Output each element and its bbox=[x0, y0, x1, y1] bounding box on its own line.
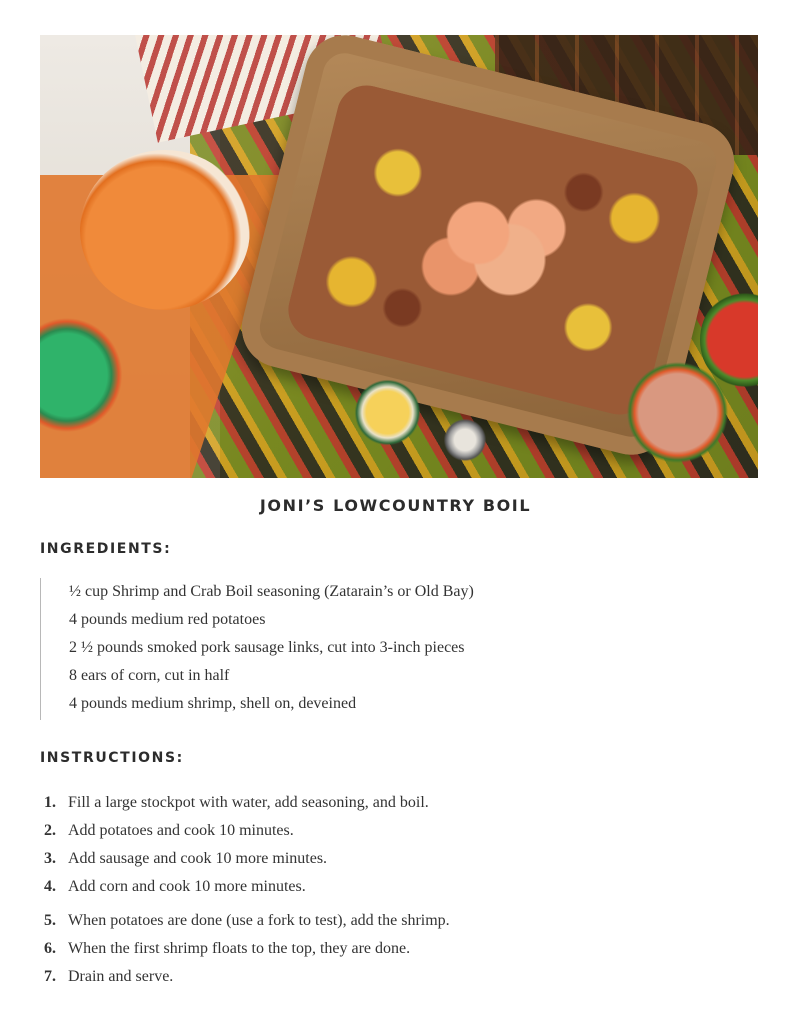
instructions-list bbox=[40, 789, 720, 991]
step-text: When the first shrimp floats to the top, they are done. bbox=[68, 940, 411, 957]
step-text: Add potatoes and cook 10 minutes. bbox=[68, 822, 294, 839]
instruction-step bbox=[40, 907, 720, 935]
step-text: Drain and serve. bbox=[68, 968, 174, 985]
instruction-step bbox=[40, 845, 720, 873]
ingredients-heading: INGREDIENTS: bbox=[40, 541, 172, 557]
step-number: 3. bbox=[44, 850, 56, 867]
instruction-step bbox=[40, 963, 720, 991]
step-number: 1. bbox=[44, 794, 56, 811]
recipe-title: JONI’S LOWCOUNTRY BOIL bbox=[259, 496, 532, 515]
lemon-bowl bbox=[350, 375, 425, 450]
instructions-heading: INSTRUCTIONS: bbox=[40, 750, 184, 766]
ingredient-item: 8 ears of corn, cut in half bbox=[69, 667, 230, 684]
ingredients-list bbox=[40, 578, 719, 720]
ingredient-item: 4 pounds medium shrimp, shell on, deveined bbox=[69, 695, 357, 712]
recipe-photo bbox=[40, 35, 758, 478]
ingredient-item: ½ cup Shrimp and Crab Boil seasoning (Zatarain’s or Old Bay) bbox=[69, 583, 474, 600]
pink-sauce-bowl bbox=[625, 360, 730, 465]
orange-bowl bbox=[80, 150, 250, 310]
ingredient-item: 2 ½ pounds smoked pork sausage links, cut into 3-inch pieces bbox=[69, 639, 465, 656]
instruction-step bbox=[40, 873, 720, 901]
step-number: 6. bbox=[44, 940, 56, 957]
instruction-step bbox=[40, 789, 720, 817]
step-number: 4. bbox=[44, 878, 56, 895]
step-number: 5. bbox=[44, 912, 56, 929]
instruction-step bbox=[40, 935, 720, 963]
step-text: Add corn and cook 10 more minutes. bbox=[68, 878, 306, 895]
step-text: Fill a large stockpot with water, add seasoning, and boil. bbox=[68, 794, 429, 811]
step-text: When potatoes are done (use a fork to test), add the shrimp. bbox=[68, 912, 450, 929]
glass-jar bbox=[440, 415, 490, 465]
instruction-step bbox=[40, 817, 720, 845]
step-number: 7. bbox=[44, 968, 56, 985]
step-number: 2. bbox=[44, 822, 56, 839]
step-text: Add sausage and cook 10 more minutes. bbox=[68, 850, 328, 867]
ingredient-item: 4 pounds medium red potatoes bbox=[69, 611, 266, 628]
colander-stack bbox=[40, 310, 130, 440]
